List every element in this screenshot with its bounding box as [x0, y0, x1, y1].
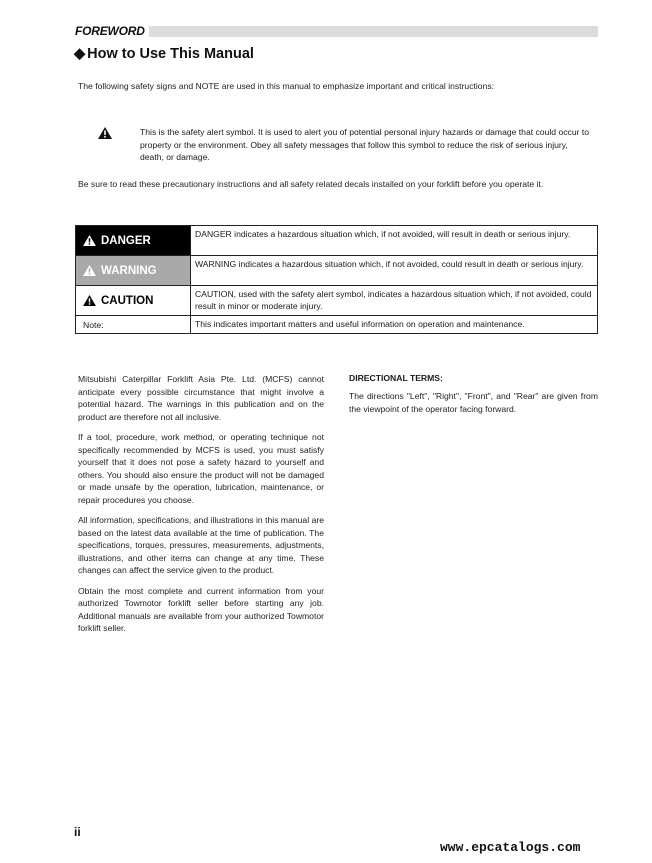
diamond-bullet-icon: ◆ — [74, 46, 86, 62]
safety-signs-table — [75, 225, 598, 334]
caution-triangle-icon — [83, 295, 96, 306]
disclaimer-paragraph: Mitsubishi Caterpillar Forklift Asia Pte. Ltd. (MCFS) cannot anticipate every possible circumstance that might involve a potential hazard. The warnings in this publication and on the product are therefore not all inclusive. — [78, 374, 324, 422]
danger-triangle-icon — [83, 235, 96, 246]
warning-label: WARNING — [101, 264, 157, 277]
note-description: This indicates important matters and useful information on operation and maintenance. — [191, 316, 598, 334]
disclaimer-paragraph: All information, specifications, and illustrations in this manual are based on the latest data available at the time of publication. The specifications, torques, pressures, measurements, adjustments, illustrations, and other items can change at any time. These changes can affect the service given to the product. — [78, 515, 324, 575]
intro-paragraph: The following safety signs and NOTE are used in this manual to emphasize important and critical instructions: — [78, 81, 495, 91]
directional-terms-column — [349, 373, 598, 415]
danger-label: DANGER — [101, 234, 151, 247]
warning-triangle-icon — [83, 265, 96, 276]
table-row — [76, 256, 598, 286]
warning-description: WARNING indicates a hazardous situation which, if not avoided, could result in death or serious injury. — [191, 256, 598, 286]
directional-terms-heading: DIRECTIONAL TERMS: — [349, 373, 443, 383]
section-header: FOREWORD — [75, 24, 149, 38]
note-label: Note: — [76, 316, 191, 334]
disclaimer-paragraph: If a tool, procedure, work method, or operating technique not specifically recommended by MCFS is used, you must satisfy yourself that it does not pose a safety hazard to yourself and others. You should also ensure the product will not be damaged or made unsafe by the operation, lubrication, maintenance, or repair procedures you choose. — [78, 432, 324, 505]
table-row — [76, 286, 598, 316]
alert-symbol-text: This is the safety alert symbol. It is used to alert you of potential personal injury hazards or damage that could occur to property or the environment. Obey all safety messages that follow this symbol to reduce the risk of serious injury, death, or damage. — [140, 127, 590, 162]
disclaimer-column — [78, 373, 324, 643]
header-bar — [75, 26, 598, 37]
caution-signal-cell — [76, 286, 191, 316]
watermark-link[interactable]: www.epcatalogs.com — [440, 840, 581, 855]
page-title — [74, 46, 254, 62]
precaution-paragraph: Be sure to read these precautionary instructions and all safety related decals installed on your forklift before you operate it. — [78, 179, 544, 189]
table-row — [76, 316, 598, 334]
caution-label: CAUTION — [101, 294, 154, 307]
danger-description: DANGER indicates a hazardous situation which, if not avoided, will result in death or serious injury. — [191, 226, 598, 256]
page-title-text: How to Use This Manual — [87, 46, 254, 62]
page-number: ii — [74, 825, 81, 839]
danger-signal-cell — [76, 226, 191, 256]
directional-terms-text: The directions "Left", "Right", "Front", and "Rear" are given from the viewpoint of the operator facing forward. — [349, 391, 598, 414]
warning-triangle-icon — [98, 127, 112, 139]
disclaimer-paragraph: Obtain the most complete and current information from your authorized Towmotor forklift seller before starting any job. Additional manuals are available from your authorized Towmotor forklift seller. — [78, 585, 324, 633]
warning-signal-cell — [76, 256, 191, 286]
table-row — [76, 226, 598, 256]
caution-description: CAUTION, used with the safety alert symbol, indicates a hazardous situation which, if not avoided, could result in minor or moderate injury. — [191, 286, 598, 316]
